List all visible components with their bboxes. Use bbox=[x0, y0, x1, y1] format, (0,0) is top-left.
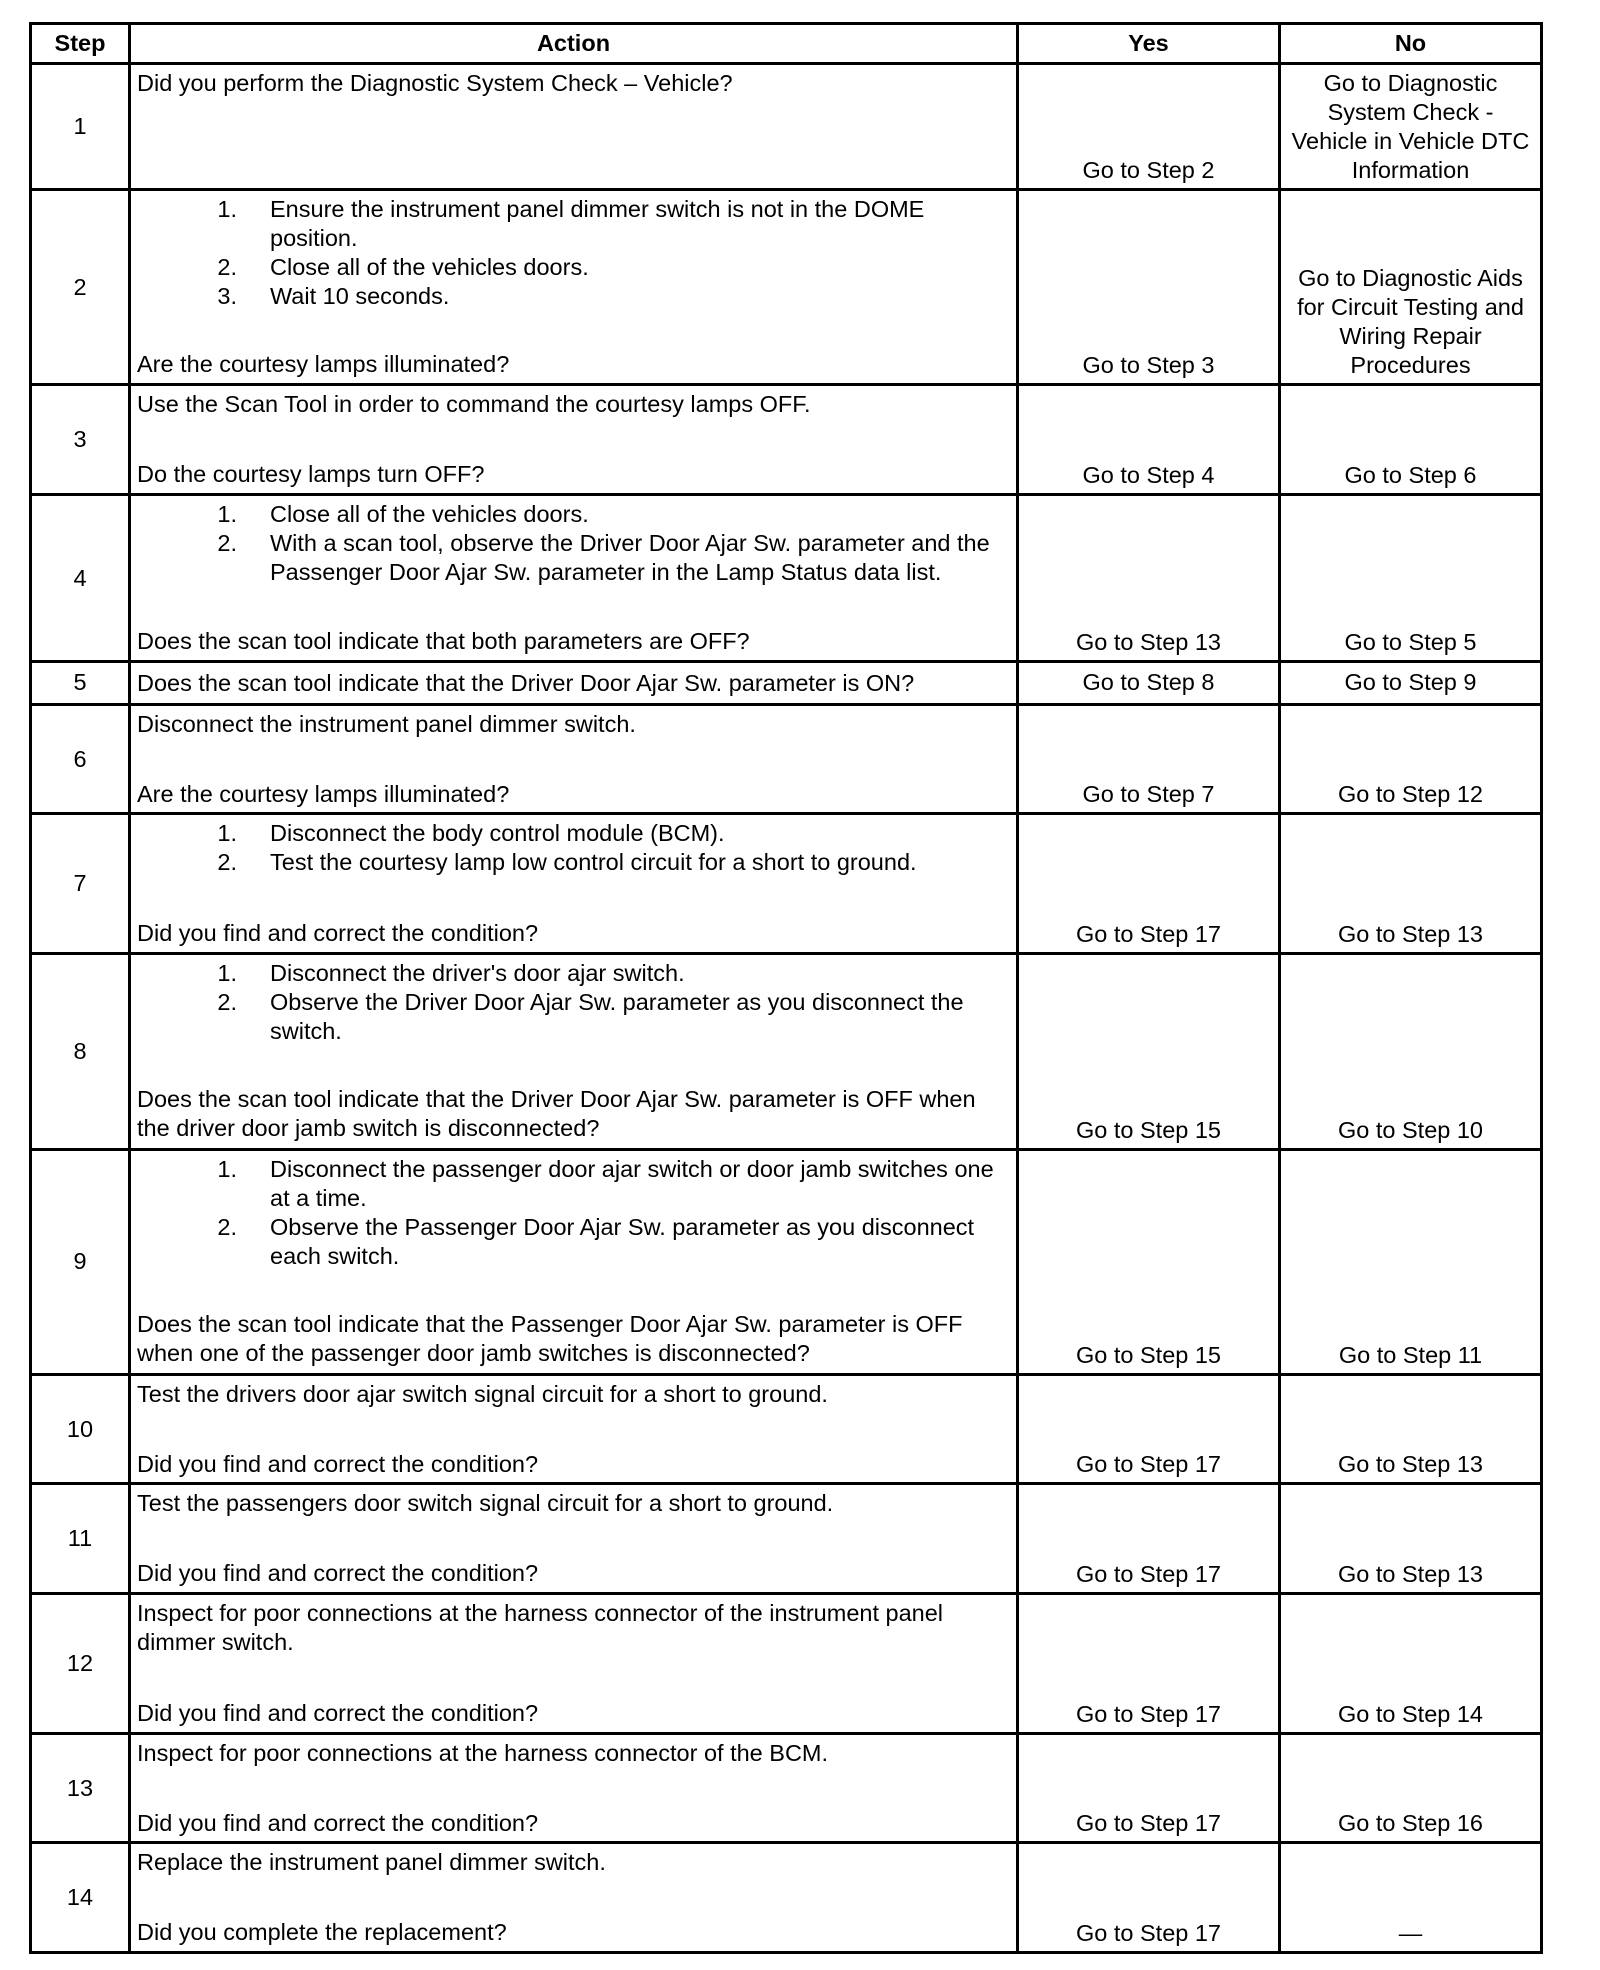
action-step-item bbox=[137, 529, 1010, 587]
action-cell bbox=[130, 954, 1018, 1150]
header-step: Step bbox=[31, 24, 130, 64]
action-step-number: 1. bbox=[217, 960, 237, 987]
action-content bbox=[137, 1380, 1010, 1479]
step-number: 14 bbox=[31, 1843, 130, 1953]
action-step-number: 2. bbox=[217, 989, 237, 1016]
no-result: Go to Step 16 bbox=[1280, 1733, 1542, 1843]
action-step-item bbox=[137, 282, 1010, 311]
action-step-text: With a scan tool, observe the Driver Door Ajar Sw. parameter and the Passenger Door Ajar Sw. parameter in the Lamp Status data list. bbox=[270, 529, 990, 585]
no-result: Go to Step 13 bbox=[1280, 1484, 1542, 1594]
table-row bbox=[31, 385, 1542, 495]
action-instruction: Inspect for poor connections at the harness connector of the BCM. bbox=[137, 1739, 829, 1766]
action-step-item bbox=[137, 819, 1010, 848]
action-step-item bbox=[137, 1213, 1010, 1271]
action-cell bbox=[130, 189, 1018, 385]
table-row bbox=[31, 494, 1542, 661]
no-result: Go to Step 11 bbox=[1280, 1149, 1542, 1374]
header-yes: Yes bbox=[1018, 24, 1280, 64]
action-content bbox=[137, 667, 1010, 700]
header-row bbox=[31, 24, 1542, 64]
action-step-text: Ensure the instrument panel dimmer switch is not in the DOME position. bbox=[270, 195, 925, 251]
action-step-number: 1. bbox=[217, 820, 237, 847]
action-content bbox=[137, 1848, 1010, 1947]
action-question: Did you complete the replacement? bbox=[137, 1919, 507, 1946]
step-number: 11 bbox=[31, 1484, 130, 1594]
action-instruction: Did you perform the Diagnostic System Check – Vehicle? bbox=[137, 70, 733, 96]
action-step-text: Close all of the vehicles doors. bbox=[270, 253, 589, 280]
action-question: Are the courtesy lamps illuminated? bbox=[137, 780, 510, 807]
yes-result: Go to Step 17 bbox=[1018, 1843, 1280, 1953]
step-number: 8 bbox=[31, 954, 130, 1150]
yes-result: Go to Step 15 bbox=[1018, 954, 1280, 1150]
action-cell bbox=[130, 1374, 1018, 1484]
action-question: Did you find and correct the condition? bbox=[137, 1699, 539, 1726]
action-step-item bbox=[137, 500, 1010, 529]
table-row bbox=[31, 64, 1542, 190]
yes-result: Go to Step 4 bbox=[1018, 385, 1280, 495]
action-content bbox=[137, 1739, 1010, 1838]
action-cell bbox=[130, 704, 1018, 814]
action-cell bbox=[130, 385, 1018, 495]
table-row bbox=[31, 1484, 1542, 1594]
action-question: Are the courtesy lamps illuminated? bbox=[137, 350, 510, 377]
action-instruction: Test the drivers door ajar switch signal circuit for a short to ground. bbox=[137, 1380, 828, 1407]
action-step-item bbox=[137, 848, 1010, 877]
no-result: Go to Step 12 bbox=[1280, 704, 1542, 814]
no-result: Go to Step 13 bbox=[1280, 814, 1542, 954]
no-result: Go to Diagnostic Aids for Circuit Testing and Wiring Repair Procedures bbox=[1280, 189, 1542, 385]
action-question: Did you find and correct the condition? bbox=[137, 1809, 539, 1836]
no-result: Go to Step 6 bbox=[1280, 385, 1542, 495]
no-result: Go to Diagnostic System Check - Vehicle in Vehicle DTC Information bbox=[1280, 64, 1542, 190]
action-cell bbox=[130, 662, 1018, 705]
action-content bbox=[137, 1599, 1010, 1728]
step-number: 12 bbox=[31, 1593, 130, 1733]
action-question: Did you find and correct the condition? bbox=[137, 1560, 539, 1587]
yes-result: Go to Step 17 bbox=[1018, 1593, 1280, 1733]
step-number: 5 bbox=[31, 662, 130, 705]
action-content bbox=[137, 1489, 1010, 1588]
action-step-text: Observe the Passenger Door Ajar Sw. parameter as you disconnect each switch. bbox=[270, 1213, 975, 1269]
yes-result: Go to Step 17 bbox=[1018, 1374, 1280, 1484]
action-step-number: 2. bbox=[217, 253, 237, 280]
action-instruction: Inspect for poor connections at the harness connector of the instrument panel dimmer switch. bbox=[137, 1599, 944, 1655]
no-result: Go to Step 9 bbox=[1280, 662, 1542, 705]
action-step-number: 3. bbox=[217, 282, 237, 309]
action-content bbox=[137, 710, 1010, 809]
action-steps-list bbox=[137, 819, 1010, 877]
action-step-text: Observe the Driver Door Ajar Sw. parameter as you disconnect the switch. bbox=[270, 989, 964, 1045]
action-instruction: Test the passengers door switch signal circuit for a short to ground. bbox=[137, 1490, 834, 1517]
action-step-text: Disconnect the passenger door ajar switch or door jamb switches one at a time. bbox=[270, 1155, 994, 1211]
diagnostic-table bbox=[29, 22, 1543, 1954]
step-number: 2 bbox=[31, 189, 130, 385]
action-instruction: Replace the instrument panel dimmer switch. bbox=[137, 1849, 606, 1876]
no-result: Go to Step 5 bbox=[1280, 494, 1542, 661]
action-step-text: Test the courtesy lamp low control circuit for a short to ground. bbox=[270, 849, 917, 876]
action-content bbox=[137, 1155, 1010, 1368]
action-cell bbox=[130, 64, 1018, 190]
action-step-number: 2. bbox=[217, 529, 237, 556]
table-row bbox=[31, 814, 1542, 954]
yes-result: Go to Step 17 bbox=[1018, 1484, 1280, 1594]
step-number: 4 bbox=[31, 494, 130, 661]
action-question: Do the courtesy lamps turn OFF? bbox=[137, 461, 485, 488]
table-row bbox=[31, 662, 1542, 705]
action-cell bbox=[130, 1149, 1018, 1374]
action-content bbox=[137, 959, 1010, 1143]
action-step-text: Wait 10 seconds. bbox=[270, 282, 450, 309]
step-number: 6 bbox=[31, 704, 130, 814]
no-result: — bbox=[1280, 1843, 1542, 1953]
action-cell bbox=[130, 814, 1018, 954]
action-content bbox=[137, 500, 1010, 656]
action-cell bbox=[130, 1593, 1018, 1733]
yes-result: Go to Step 17 bbox=[1018, 814, 1280, 954]
action-cell bbox=[130, 494, 1018, 661]
action-steps-list bbox=[137, 500, 1010, 587]
action-steps-list bbox=[137, 959, 1010, 1046]
table-row bbox=[31, 189, 1542, 385]
action-step-item bbox=[137, 253, 1010, 282]
yes-result: Go to Step 13 bbox=[1018, 494, 1280, 661]
table-row bbox=[31, 704, 1542, 814]
action-content bbox=[137, 390, 1010, 489]
action-content bbox=[137, 819, 1010, 948]
action-cell bbox=[130, 1484, 1018, 1594]
table-body bbox=[31, 64, 1542, 1953]
action-steps-list bbox=[137, 1155, 1010, 1271]
action-step-text: Disconnect the body control module (BCM). bbox=[270, 820, 725, 847]
action-step-number: 2. bbox=[217, 1213, 237, 1240]
yes-result: Go to Step 8 bbox=[1018, 662, 1280, 705]
table-row bbox=[31, 1374, 1542, 1484]
table-row bbox=[31, 1843, 1542, 1953]
action-content bbox=[137, 69, 1010, 184]
table-row bbox=[31, 1593, 1542, 1733]
action-question: Did you find and correct the condition? bbox=[137, 920, 539, 947]
yes-result: Go to Step 17 bbox=[1018, 1733, 1280, 1843]
yes-result: Go to Step 2 bbox=[1018, 64, 1280, 190]
action-step-item bbox=[137, 1155, 1010, 1213]
action-question: Does the scan tool indicate that the Driver Door Ajar Sw. parameter is ON? bbox=[137, 670, 915, 697]
action-question: Did you find and correct the condition? bbox=[137, 1450, 539, 1477]
action-step-item bbox=[137, 959, 1010, 988]
action-steps-list bbox=[137, 195, 1010, 311]
action-step-number: 1. bbox=[217, 1155, 237, 1182]
action-step-number: 2. bbox=[217, 849, 237, 876]
step-number: 3 bbox=[31, 385, 130, 495]
action-cell bbox=[130, 1843, 1018, 1953]
table-row bbox=[31, 1733, 1542, 1843]
step-number: 10 bbox=[31, 1374, 130, 1484]
no-result: Go to Step 14 bbox=[1280, 1593, 1542, 1733]
action-content bbox=[137, 195, 1010, 379]
table-row bbox=[31, 1149, 1542, 1374]
action-instruction: Use the Scan Tool in order to command the courtesy lamps OFF. bbox=[137, 391, 811, 418]
no-result: Go to Step 13 bbox=[1280, 1374, 1542, 1484]
action-question: Does the scan tool indicate that the Driver Door Ajar Sw. parameter is OFF when the driver door jamb switch is disconnected? bbox=[137, 1086, 976, 1142]
action-step-item bbox=[137, 988, 1010, 1046]
action-step-number: 1. bbox=[217, 195, 237, 222]
yes-result: Go to Step 3 bbox=[1018, 189, 1280, 385]
step-number: 1 bbox=[31, 64, 130, 190]
step-number: 13 bbox=[31, 1733, 130, 1843]
action-cell bbox=[130, 1733, 1018, 1843]
yes-result: Go to Step 7 bbox=[1018, 704, 1280, 814]
step-number: 9 bbox=[31, 1149, 130, 1374]
no-result: Go to Step 10 bbox=[1280, 954, 1542, 1150]
action-step-number: 1. bbox=[217, 500, 237, 527]
step-number: 7 bbox=[31, 814, 130, 954]
action-step-text: Disconnect the driver's door ajar switch. bbox=[270, 960, 685, 987]
action-step-item bbox=[137, 195, 1010, 253]
action-question: Does the scan tool indicate that the Passenger Door Ajar Sw. parameter is OFF when one of the passenger door jamb switches is disconnected? bbox=[137, 1310, 963, 1366]
action-step-text: Close all of the vehicles doors. bbox=[270, 500, 589, 527]
header-no: No bbox=[1280, 24, 1542, 64]
header-action: Action bbox=[130, 24, 1018, 64]
action-instruction: Disconnect the instrument panel dimmer switch. bbox=[137, 710, 636, 737]
yes-result: Go to Step 15 bbox=[1018, 1149, 1280, 1374]
action-question: Does the scan tool indicate that both parameters are OFF? bbox=[137, 627, 750, 654]
table-row bbox=[31, 954, 1542, 1150]
